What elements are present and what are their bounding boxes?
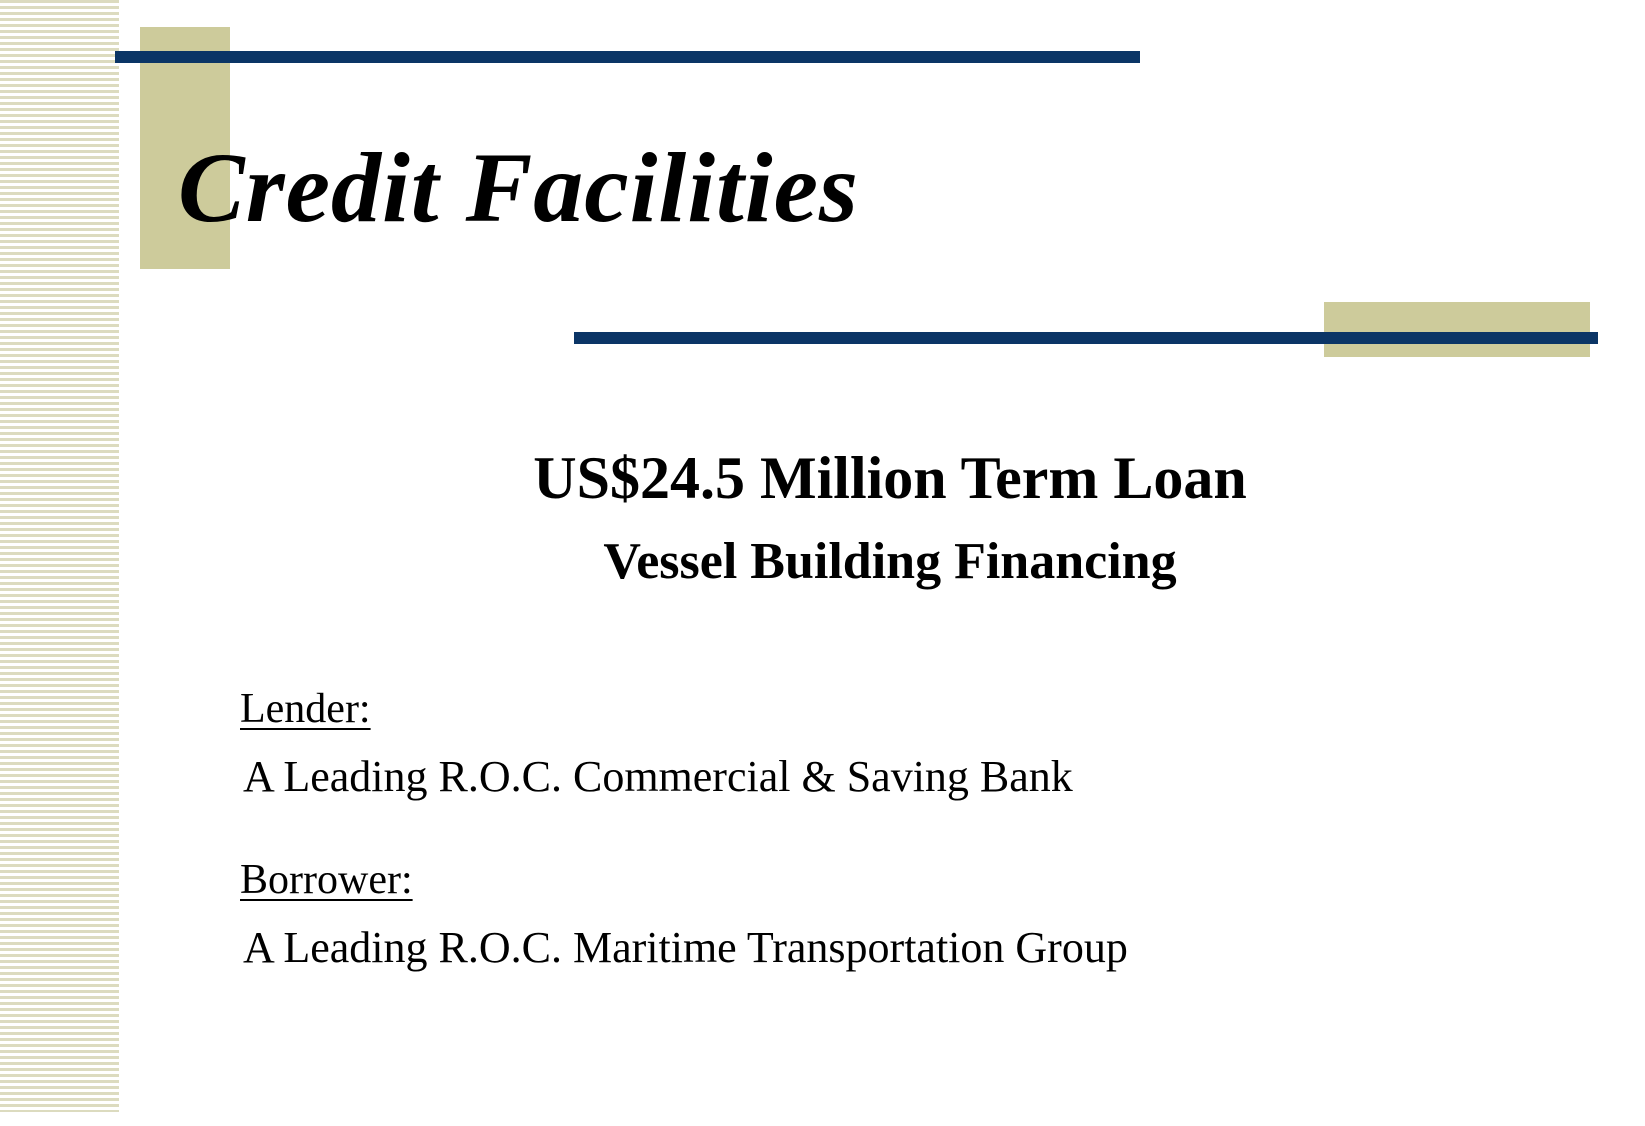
slide-title: Credit Facilities xyxy=(178,132,859,243)
right-accent-block xyxy=(1324,302,1590,357)
borrower-value: A Leading R.O.C. Maritime Transportation Group xyxy=(243,923,1128,972)
borrower-label: Borrower: xyxy=(240,857,413,903)
loan-subheading: Vessel Building Financing xyxy=(603,533,1177,590)
lender-label: Lender: xyxy=(240,686,371,732)
loan-heading: US$24.5 Million Term Loan xyxy=(533,445,1247,511)
top-rule xyxy=(115,51,1140,63)
middle-rule xyxy=(574,332,1598,344)
lender-value: A Leading R.O.C. Commercial & Saving Bank xyxy=(243,752,1073,801)
